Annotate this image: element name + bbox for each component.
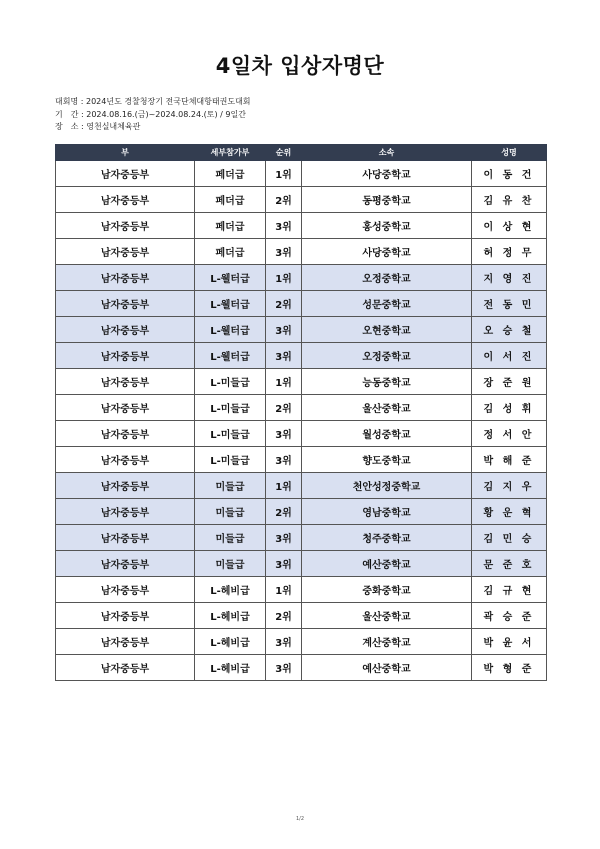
table-row bbox=[56, 265, 547, 291]
school-cell: 사당중학교 bbox=[302, 161, 472, 187]
rank-cell: 1위 bbox=[266, 577, 302, 603]
division-cell: 남자중등부 bbox=[56, 369, 195, 395]
weight-class-cell: L-웰터급 bbox=[195, 265, 266, 291]
name-cell: 박 윤 서 bbox=[472, 629, 547, 655]
rank-cell: 3위 bbox=[266, 239, 302, 265]
table-row bbox=[56, 187, 547, 213]
division-cell: 남자중등부 bbox=[56, 187, 195, 213]
event-period-label: 기 간 : bbox=[55, 109, 84, 119]
rank-cell: 2위 bbox=[266, 395, 302, 421]
results-table bbox=[55, 144, 547, 681]
rank-cell: 3위 bbox=[266, 525, 302, 551]
weight-class-cell: L-미들급 bbox=[195, 421, 266, 447]
rank-cell: 2위 bbox=[266, 187, 302, 213]
rank-cell: 1위 bbox=[266, 473, 302, 499]
table-row bbox=[56, 603, 547, 629]
rank-cell: 2위 bbox=[266, 603, 302, 629]
school-cell: 능동중학교 bbox=[302, 369, 472, 395]
school-cell: 예산중학교 bbox=[302, 655, 472, 681]
table-row bbox=[56, 369, 547, 395]
rank-cell: 3위 bbox=[266, 421, 302, 447]
school-cell: 홍성중학교 bbox=[302, 213, 472, 239]
name-cell: 김 지 우 bbox=[472, 473, 547, 499]
school-cell: 오정중학교 bbox=[302, 265, 472, 291]
division-cell: 남자중등부 bbox=[56, 655, 195, 681]
school-cell: 천안성정중학교 bbox=[302, 473, 472, 499]
rank-cell: 3위 bbox=[266, 629, 302, 655]
weight-class-cell: L-헤비급 bbox=[195, 577, 266, 603]
table-header-row bbox=[56, 145, 547, 161]
weight-class-cell: 미들급 bbox=[195, 551, 266, 577]
table-row bbox=[56, 577, 547, 603]
division-cell: 남자중등부 bbox=[56, 603, 195, 629]
division-cell: 남자중등부 bbox=[56, 265, 195, 291]
event-info bbox=[55, 96, 251, 134]
table-row bbox=[56, 499, 547, 525]
table-row bbox=[56, 655, 547, 681]
name-cell: 허 정 무 bbox=[472, 239, 547, 265]
weight-class-cell: L-웰터급 bbox=[195, 317, 266, 343]
weight-class-cell: 페더급 bbox=[195, 187, 266, 213]
division-cell: 남자중등부 bbox=[56, 577, 195, 603]
table-row bbox=[56, 213, 547, 239]
division-cell: 남자중등부 bbox=[56, 447, 195, 473]
school-cell: 중화중학교 bbox=[302, 577, 472, 603]
table-row bbox=[56, 447, 547, 473]
rank-cell: 1위 bbox=[266, 265, 302, 291]
weight-class-cell: L-헤비급 bbox=[195, 603, 266, 629]
division-cell: 남자중등부 bbox=[56, 291, 195, 317]
school-cell: 오정중학교 bbox=[302, 343, 472, 369]
school-cell: 예산중학교 bbox=[302, 551, 472, 577]
school-cell: 향도중학교 bbox=[302, 447, 472, 473]
weight-class-cell: L-미들급 bbox=[195, 447, 266, 473]
division-cell: 남자중등부 bbox=[56, 213, 195, 239]
division-cell: 남자중등부 bbox=[56, 395, 195, 421]
table-row bbox=[56, 551, 547, 577]
weight-class-cell: 페더급 bbox=[195, 239, 266, 265]
weight-class-cell: L-미들급 bbox=[195, 395, 266, 421]
division-cell: 남자중등부 bbox=[56, 473, 195, 499]
rank-cell: 1위 bbox=[266, 369, 302, 395]
school-cell: 월성중학교 bbox=[302, 421, 472, 447]
rank-cell: 3위 bbox=[266, 551, 302, 577]
table-row bbox=[56, 629, 547, 655]
rank-cell: 2위 bbox=[266, 499, 302, 525]
rank-cell: 3위 bbox=[266, 447, 302, 473]
table-row bbox=[56, 343, 547, 369]
weight-class-cell: L-헤비급 bbox=[195, 629, 266, 655]
name-cell: 지 영 진 bbox=[472, 265, 547, 291]
table-row bbox=[56, 239, 547, 265]
school-cell: 성문중학교 bbox=[302, 291, 472, 317]
division-cell: 남자중등부 bbox=[56, 551, 195, 577]
division-cell: 남자중등부 bbox=[56, 525, 195, 551]
table-row bbox=[56, 395, 547, 421]
event-venue-label: 장 소 : bbox=[55, 122, 84, 131]
school-cell: 울산중학교 bbox=[302, 603, 472, 629]
event-name-label: 대회명 : bbox=[55, 97, 84, 106]
school-cell: 동평중학교 bbox=[302, 187, 472, 213]
name-cell: 오 승 철 bbox=[472, 317, 547, 343]
division-cell: 남자중등부 bbox=[56, 421, 195, 447]
rank-cell: 3위 bbox=[266, 213, 302, 239]
name-cell: 김 성 휘 bbox=[472, 395, 547, 421]
table-row bbox=[56, 317, 547, 343]
rank-cell: 3위 bbox=[266, 317, 302, 343]
table-row bbox=[56, 473, 547, 499]
name-cell: 문 준 호 bbox=[472, 551, 547, 577]
name-cell: 장 준 원 bbox=[472, 369, 547, 395]
rank-cell: 3위 bbox=[266, 343, 302, 369]
name-cell: 황 운 혁 bbox=[472, 499, 547, 525]
school-cell: 계산중학교 bbox=[302, 629, 472, 655]
page-number: 1/2 bbox=[295, 816, 305, 822]
school-cell: 사당중학교 bbox=[302, 239, 472, 265]
event-period-value: 2024.08.16.(금)~2024.08.24.(토) / 9일간 bbox=[86, 109, 246, 119]
weight-class-cell: L-미들급 bbox=[195, 369, 266, 395]
column-header-school: 소속 bbox=[302, 145, 472, 161]
rank-cell: 2위 bbox=[266, 291, 302, 317]
name-cell: 김 유 찬 bbox=[472, 187, 547, 213]
weight-class-cell: L-헤비급 bbox=[195, 655, 266, 681]
table-row bbox=[56, 525, 547, 551]
weight-class-cell: L-웰터급 bbox=[195, 343, 266, 369]
division-cell: 남자중등부 bbox=[56, 161, 195, 187]
school-cell: 울산중학교 bbox=[302, 395, 472, 421]
event-name-line bbox=[55, 96, 251, 109]
division-cell: 남자중등부 bbox=[56, 629, 195, 655]
weight-class-cell: L-웰터급 bbox=[195, 291, 266, 317]
weight-class-cell: 미들급 bbox=[195, 473, 266, 499]
rank-cell: 3위 bbox=[266, 655, 302, 681]
school-cell: 청주중학교 bbox=[302, 525, 472, 551]
weight-class-cell: 페더급 bbox=[195, 213, 266, 239]
name-cell: 이 동 건 bbox=[472, 161, 547, 187]
school-cell: 영남중학교 bbox=[302, 499, 472, 525]
name-cell: 곽 승 준 bbox=[472, 603, 547, 629]
event-period-line bbox=[55, 109, 251, 122]
column-header-name: 성명 bbox=[472, 145, 547, 161]
event-venue-line bbox=[55, 121, 251, 134]
division-cell: 남자중등부 bbox=[56, 317, 195, 343]
name-cell: 이 상 현 bbox=[472, 213, 547, 239]
rank-cell: 1위 bbox=[266, 161, 302, 187]
page-title: 4일차 입상자명단 bbox=[215, 54, 385, 78]
column-header-division: 부 bbox=[56, 145, 195, 161]
name-cell: 김 규 현 bbox=[472, 577, 547, 603]
column-header-rank: 순위 bbox=[266, 145, 302, 161]
table-row bbox=[56, 421, 547, 447]
division-cell: 남자중등부 bbox=[56, 343, 195, 369]
division-cell: 남자중등부 bbox=[56, 499, 195, 525]
event-venue-value: 영천실내체육관 bbox=[86, 122, 141, 131]
name-cell: 박 해 준 bbox=[472, 447, 547, 473]
name-cell: 전 동 민 bbox=[472, 291, 547, 317]
table-row bbox=[56, 291, 547, 317]
table-row bbox=[56, 161, 547, 187]
results-table-body bbox=[56, 161, 547, 681]
name-cell: 박 형 준 bbox=[472, 655, 547, 681]
weight-class-cell: 페더급 bbox=[195, 161, 266, 187]
division-cell: 남자중등부 bbox=[56, 239, 195, 265]
name-cell: 이 서 진 bbox=[472, 343, 547, 369]
school-cell: 오현중학교 bbox=[302, 317, 472, 343]
name-cell: 김 민 승 bbox=[472, 525, 547, 551]
event-name-value: 2024년도 경찰청장기 전국단체대항태권도대회 bbox=[85, 97, 251, 106]
weight-class-cell: 미들급 bbox=[195, 525, 266, 551]
weight-class-cell: 미들급 bbox=[195, 499, 266, 525]
column-header-weight-class: 세부참가부 bbox=[195, 145, 266, 161]
name-cell: 정 서 안 bbox=[472, 421, 547, 447]
